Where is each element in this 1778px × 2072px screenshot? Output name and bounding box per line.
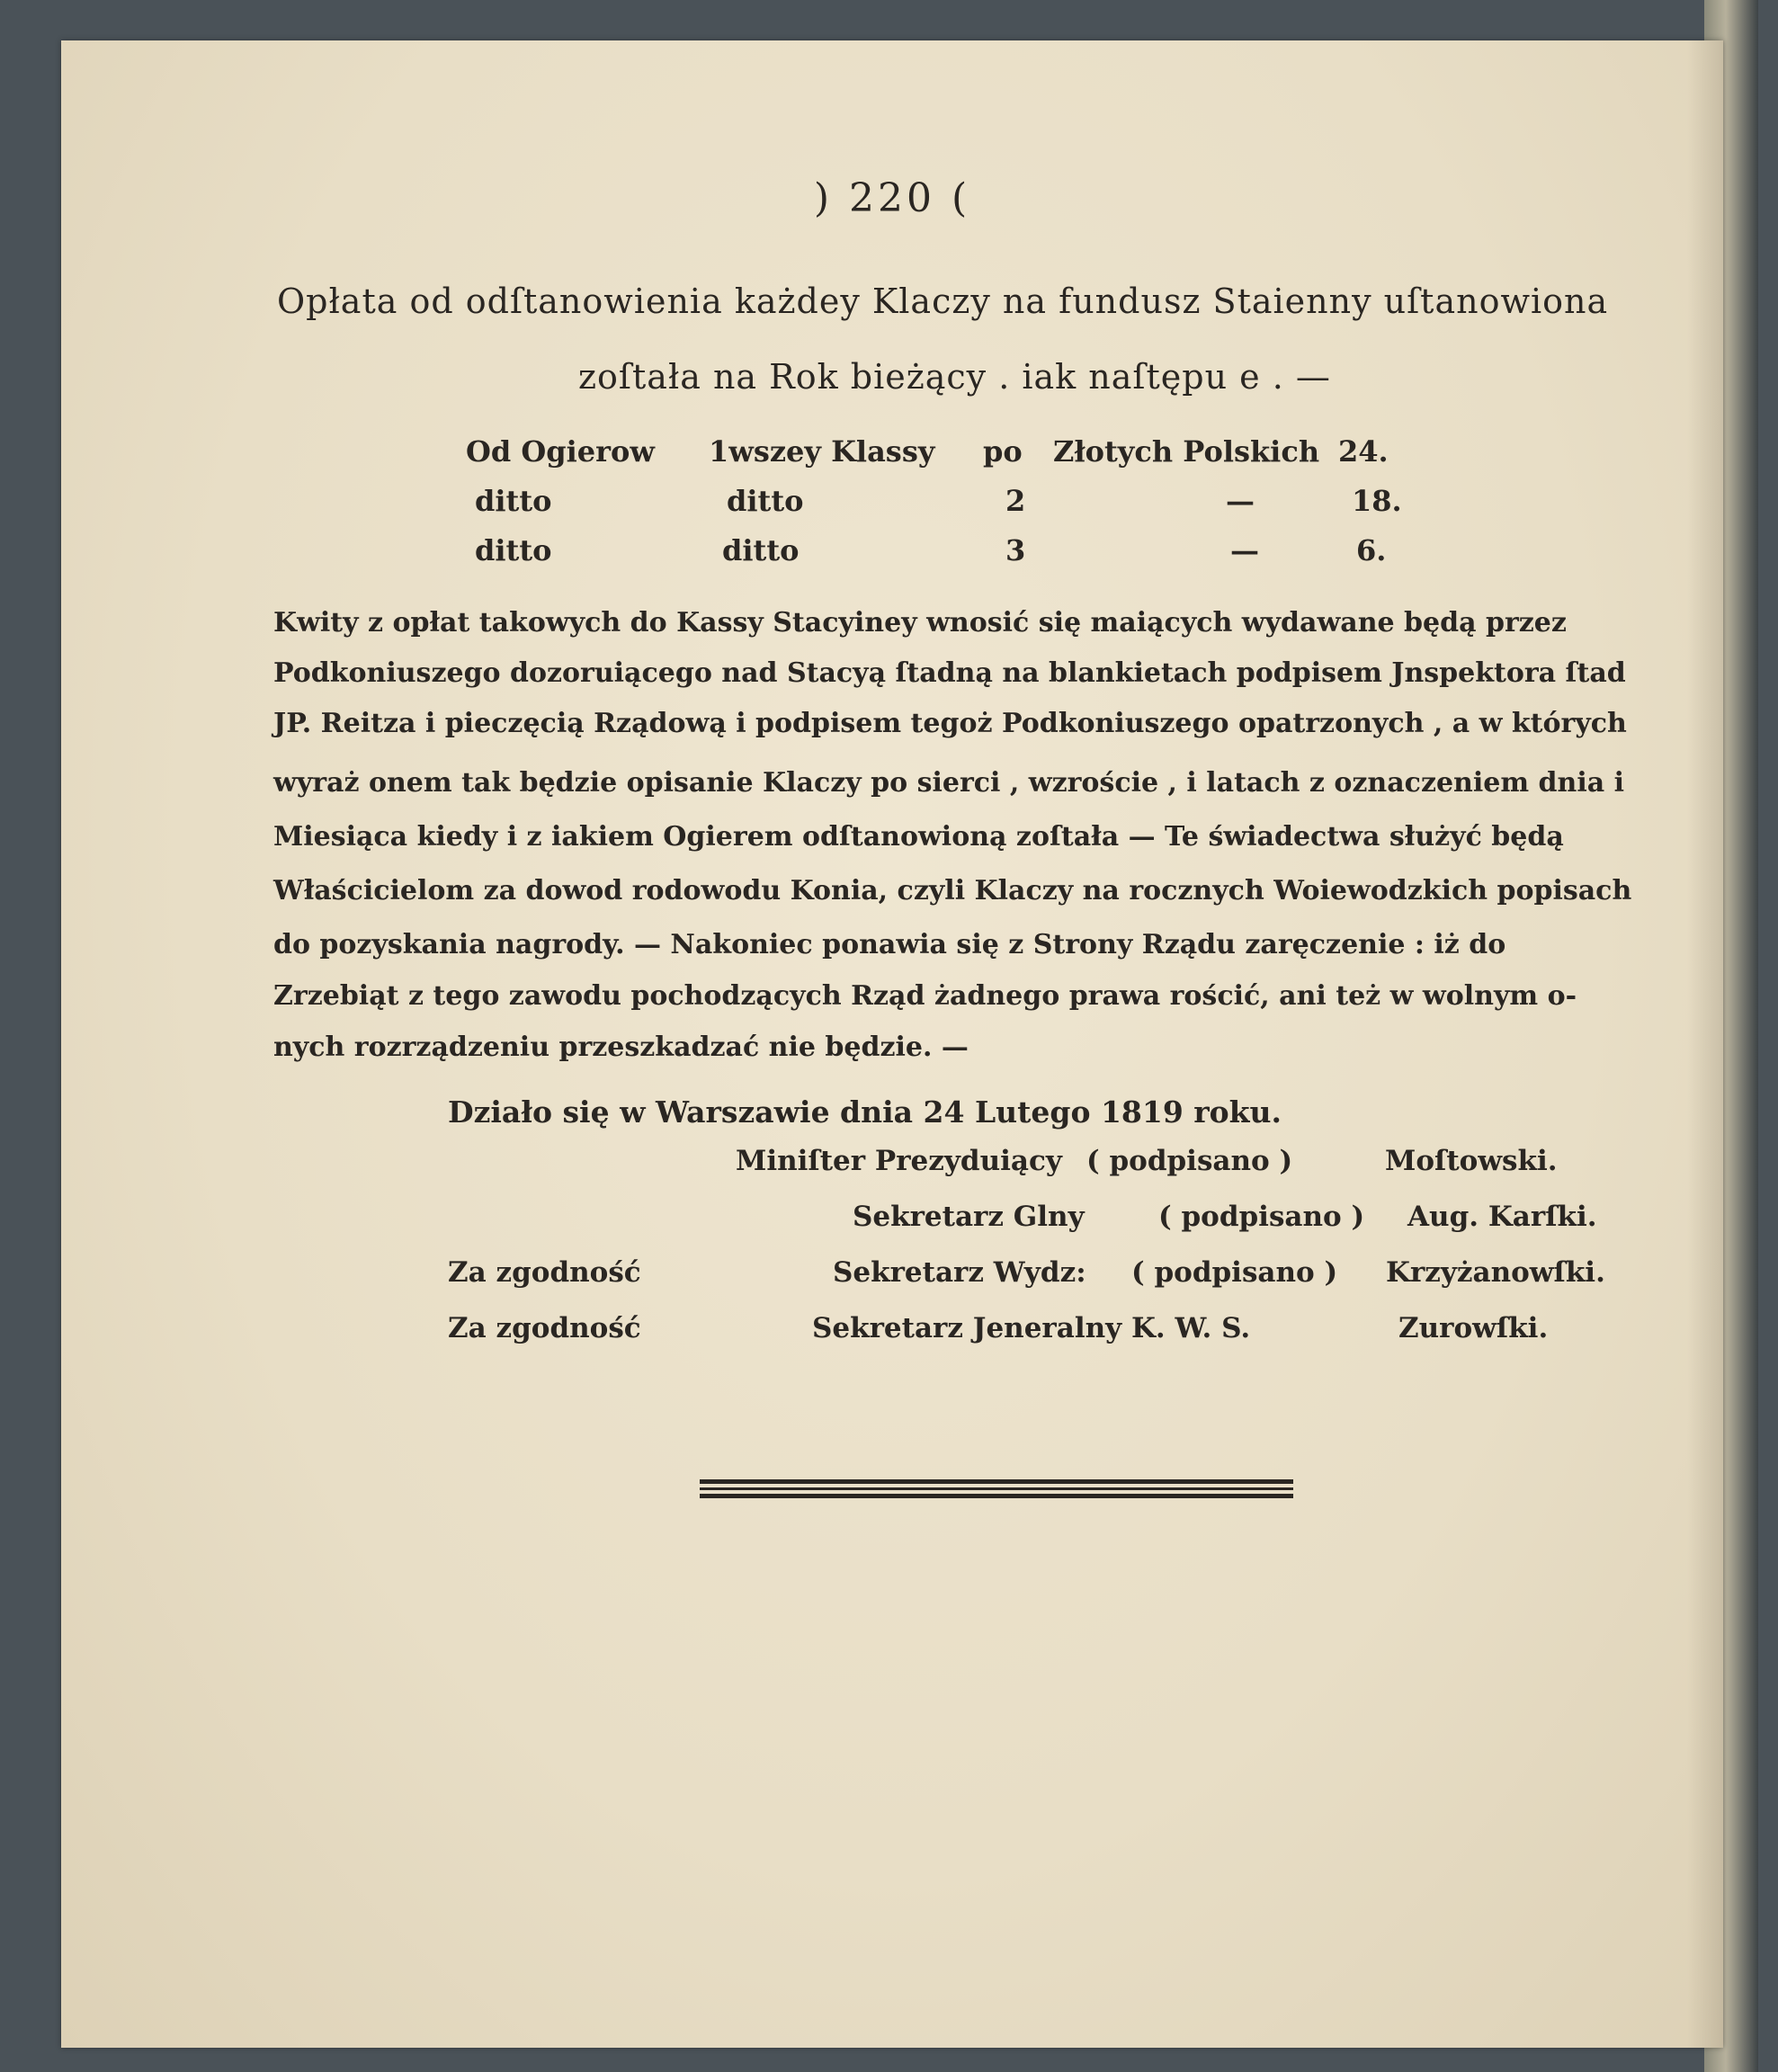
fee-cell-currency: — [1226,484,1255,518]
body-line: JP. Reitza i pieczęcią Rządową i podpisem tegoż Podkoniuszego opatrzonych , a w których [273,708,1627,739]
signature-row [61,1145,1723,1183]
heading-line-2: zoſtała na Rok bieżący . iak naſtępu e . — [578,357,1331,397]
signature-note: ( podpisano ) [1086,1145,1293,1177]
fee-cell-class: 1wszey Klassy [709,434,935,469]
fee-cell-amount: 24. [1338,434,1389,469]
fee-cell-po: po [983,434,1023,469]
body-line: Podkoniuszego dozoruiącego nad Stacyą ſtadną na blankietach podpisem Jnspektora ſtad [273,657,1626,689]
fee-cell-category: ditto [475,533,552,567]
fee-cell-amount: 6. [1356,533,1387,567]
heading-line-1: Opłata od odſtanowienia każdey Klaczy na fundusz Staienny uſtanowiona [277,281,1609,321]
signature-name: Krzyżanowſki. [1386,1256,1605,1289]
signature-row [61,1256,1723,1294]
signature-attestation: Za zgodność [448,1312,641,1344]
signature-title: Sekretarz Wydz: [833,1256,1086,1289]
body-line: wyraż onem tak będzie opisanie Klaczy po sierci , wzroście , i latach z oznaczeniem dnia i [273,767,1625,799]
signature-name: Aug. Karſki. [1407,1201,1597,1233]
fee-cell-category: Od Ogierow [466,434,655,469]
fee-row [61,434,1723,470]
fee-cell-currency: — [1230,533,1259,567]
signature-row [61,1312,1723,1350]
page-curl-shadow [1687,40,1723,2048]
closing-rule [700,1479,1293,1499]
fee-cell-class: ditto [722,533,800,567]
date-line: Działo się w Warszawie dnia 24 Lutego 1819 roku. [448,1094,1282,1130]
signature-note: ( podpisano ) [1158,1201,1365,1233]
document-page [61,40,1723,2048]
fee-cell-category: ditto [475,484,552,518]
signature-name: Moſtowski. [1385,1145,1558,1177]
fee-row [61,484,1723,520]
page-number: ) 220 ( [813,175,971,221]
body-line: Zrzebiąt z tego zawodu pochodzących Rząd żadnego prawa rościć, ani też w wolnym o- [273,980,1577,1012]
signature-note: ( podpisano ) [1131,1256,1338,1289]
body-line: Miesiąca kiedy i z iakiem Ogierem odſtanowioną zoſtała — Te świadectwa służyć będą [273,821,1564,853]
signature-row [61,1201,1723,1238]
body-line: nych rozrządzeniu przeszkadzać nie będzie. — [273,1032,969,1063]
signature-title: Sekretarz Jeneralny K. W. S. [812,1312,1251,1344]
fee-cell-po: 2 [1005,484,1026,518]
fee-cell-class: ditto [727,484,804,518]
fee-cell-po: 3 [1005,533,1026,567]
signature-title: Miniſter Prezyduiący [736,1145,1062,1177]
body-line: Kwity z opłat takowych do Kassy Stacyiney wnosić się maiących wydawane będą przez [273,607,1567,639]
signature-name: Zurowſki. [1398,1312,1549,1344]
body-line: do pozyskania nagrody. — Nakoniec ponawia się z Strony Rządu zaręczenie : iż do [273,929,1506,960]
fee-cell-currency: Złotych Polskich [1053,434,1320,469]
signature-title: Sekretarz Glny [853,1201,1085,1233]
fee-row [61,533,1723,569]
body-line: Właścicielom za dowod rodowodu Konia, czyli Klaczy na rocznych Woiewodzkich popisach [273,875,1632,906]
signature-attestation: Za zgodność [448,1256,641,1289]
fee-cell-amount: 18. [1352,484,1402,518]
